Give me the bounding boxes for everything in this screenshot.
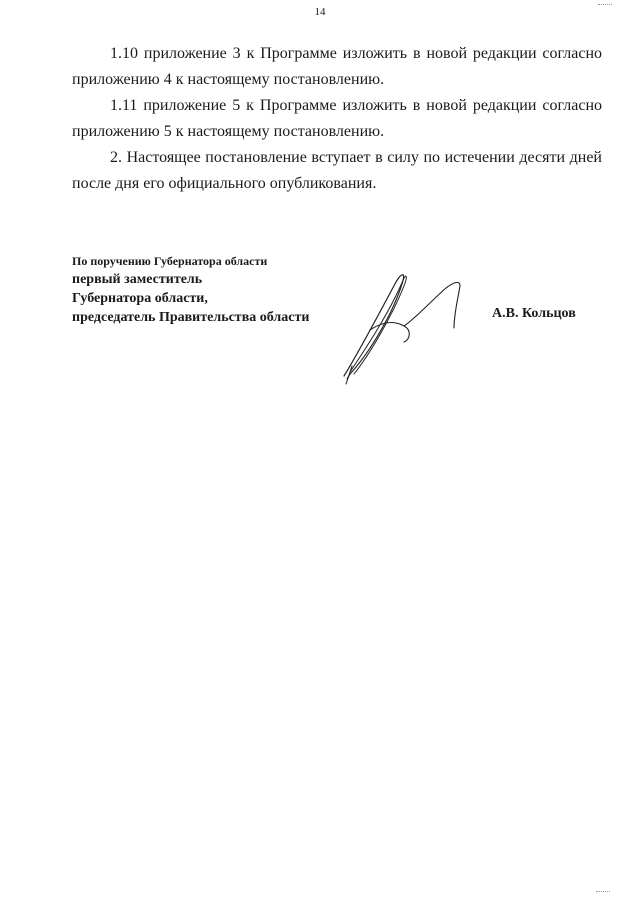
paragraph-2 — [72, 145, 602, 197]
page-number: 14 — [314, 6, 326, 18]
corner-scan-mark — [598, 4, 612, 8]
signature-block — [72, 253, 309, 327]
on-behalf-line: По поручению Губернатора области — [72, 254, 268, 268]
position-line-2: Губернатора области, — [72, 291, 208, 306]
paragraph-text: 1.10 приложение 3 к Программе изложить в новой редакции согласно приложению 4 к настоящему постановлению. — [72, 45, 602, 88]
corner-scan-mark — [596, 891, 610, 895]
position-line-3: председатель Правительства области — [72, 310, 310, 325]
paragraph-1-10 — [72, 41, 602, 93]
paragraph-1-11 — [72, 93, 602, 145]
signer-name: А.В. Кольцов — [492, 306, 576, 321]
handwritten-signature — [330, 268, 480, 386]
paragraph-text: 2. Настоящее постановление вступает в силу по истечении десяти дней после дня его официального опубликования. — [72, 149, 602, 192]
paragraph-text: 1.11 приложение 5 к Программе изложить в новой редакции согласно приложению 5 к настоящему постановлению. — [72, 97, 602, 140]
position-line-1: первый заместитель — [72, 272, 203, 287]
